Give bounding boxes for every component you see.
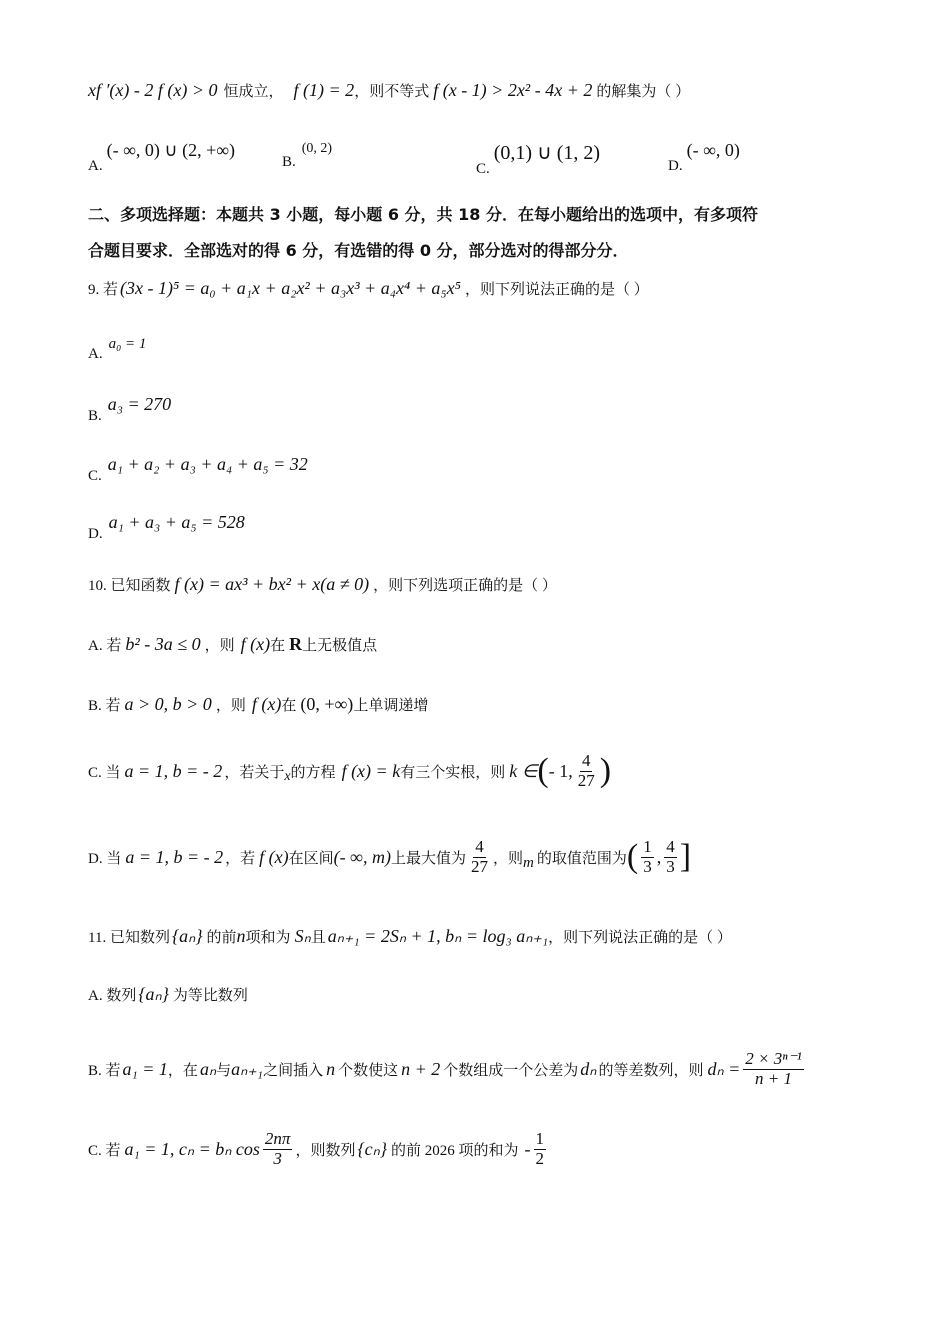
q10-option-d-comma: , bbox=[656, 846, 662, 867]
q11-option-b-d: dₙ bbox=[580, 1058, 597, 1079]
q10-option-c bbox=[88, 752, 611, 790]
q10-option-a-text-3: 上无极值点 bbox=[302, 638, 378, 654]
q10-option-d-label: D. 当 bbox=[88, 850, 122, 867]
q11-option-b-text-3: 之间插入 bbox=[263, 1062, 324, 1079]
q11-option-c-label: C. 若 bbox=[88, 1142, 121, 1159]
q8-math-3: f (x - 1) > 2x² - 4x + 2 bbox=[433, 80, 593, 100]
q9-option-c-label: C. bbox=[88, 468, 102, 484]
q11-option-b-text-5: 个数组成一个公差为 bbox=[443, 1062, 579, 1079]
q9-math: (3x - 1)⁵ = a₀ + a₁x + a₂x² + a₃x³ + a₄x⁴ + a₅x⁵ bbox=[120, 278, 461, 298]
q10-option-d-rbracket: ] bbox=[679, 838, 692, 876]
q10-option-c-text-2: 的方程 bbox=[290, 764, 336, 781]
q10-option-a-text-2: 在 bbox=[270, 638, 286, 654]
q11-option-c bbox=[88, 1130, 549, 1168]
q11-text-3: 且 bbox=[310, 930, 326, 946]
q11-option-c-cos-fraction bbox=[263, 1130, 293, 1168]
q8-option-a bbox=[88, 140, 236, 174]
q10-option-d-f: f (x) bbox=[259, 846, 289, 867]
q11-seq: {aₙ} bbox=[171, 926, 203, 946]
q10-option-b-f: f (x) bbox=[251, 694, 282, 714]
q11-n: n bbox=[236, 926, 246, 946]
q8-option-d-label: D. bbox=[668, 158, 683, 174]
q11-text-1: 的前 bbox=[206, 930, 237, 946]
q9-option-b bbox=[88, 394, 172, 424]
q8-option-c-value: (0,1) ∪ (1, 2) bbox=[493, 142, 601, 164]
q9-option-d-label: D. bbox=[88, 526, 103, 542]
q11-option-b-n2: n + 2 bbox=[401, 1058, 441, 1079]
q10-option-d-text-2: 在区间 bbox=[288, 850, 334, 867]
q10-option-c-eq: f (x) = k bbox=[341, 760, 401, 781]
q11-option-b-num: 2 × 3ⁿ⁻¹ bbox=[745, 1049, 802, 1068]
q10-option-a bbox=[88, 634, 377, 655]
q10-option-d-range-num-2: 4 bbox=[666, 837, 675, 856]
q10-option-d bbox=[88, 838, 691, 876]
q11-option-b-text-1: ，在 bbox=[167, 1062, 198, 1079]
q8-option-d bbox=[668, 140, 740, 174]
q10-option-c-lparen: ( bbox=[537, 752, 549, 790]
q9-option-c bbox=[88, 454, 308, 484]
q10-option-b bbox=[88, 694, 428, 715]
q10-option-d-max-num: 4 bbox=[475, 837, 484, 856]
q11-text-2: 项和为 bbox=[245, 930, 291, 946]
q11-option-b-an1: aₙ₊₁ bbox=[231, 1058, 264, 1079]
q10-option-c-text-1: ，若关于 bbox=[224, 764, 285, 781]
q10-option-b-label: B. 若 bbox=[88, 698, 121, 714]
q10-option-d-cond: a = 1, b = - 2 bbox=[125, 846, 224, 867]
q10-option-d-range-den-1: 3 bbox=[643, 856, 652, 876]
q9-option-b-label: B. bbox=[88, 408, 102, 424]
q11-option-a-text-1: 为等比数列 bbox=[172, 988, 248, 1004]
q11-relation: aₙ₊₁ = 2Sₙ + 1, bₙ = log₃ aₙ₊₁ bbox=[327, 926, 549, 946]
q11-option-c-seq: {cₙ} bbox=[357, 1138, 388, 1159]
q10-option-d-text-3: 上最大值为 bbox=[390, 850, 466, 867]
q10-option-d-max-den: 27 bbox=[471, 856, 488, 876]
q10-math: f (x) = ax³ + bx² + x(a ≠ 0) bbox=[174, 574, 370, 594]
q9-option-d-value: a₁ + a₃ + a₅ = 528 bbox=[108, 512, 245, 532]
q10-tail: ，则下列选项正确的是（ ） bbox=[373, 578, 557, 594]
q8-text-3: 的解集为（ ） bbox=[596, 84, 691, 100]
section-2-line-1: 二、多项选择题：本题共 3 小题，每小题 6 分，共 18 分．在每小题给出的选项中，有多项符 bbox=[88, 205, 758, 224]
q8-option-b-label: B. bbox=[282, 154, 296, 170]
q11-option-c-cond: a₁ = 1, cₙ = bₙ cos bbox=[124, 1138, 260, 1159]
section-2-line-2: 合题目要求．全部选对的得 6 分，有选错的得 0 分，部分选对的得部分分． bbox=[88, 241, 629, 260]
q8-text-2: ，则不等式 bbox=[354, 84, 430, 100]
q11-s: Sₙ bbox=[294, 926, 311, 946]
q8-option-c bbox=[476, 140, 601, 177]
q10-stem bbox=[88, 574, 557, 595]
q10-option-b-text-3: 上单调递增 bbox=[353, 698, 429, 714]
q11-option-b-den: n + 1 bbox=[754, 1068, 792, 1088]
q10-option-c-rparen: ) bbox=[599, 752, 612, 790]
q11-option-b-fraction bbox=[743, 1050, 803, 1088]
q11-option-c-seq-term: cₙ bbox=[364, 1138, 380, 1159]
q9-number: 9. 若 bbox=[88, 282, 119, 298]
q10-option-d-m: m bbox=[523, 854, 534, 871]
q8-math-1: xf ′(x) - 2 f (x) > 0 bbox=[88, 80, 218, 100]
q9-stem bbox=[88, 278, 649, 299]
q10-option-c-text-3: 有三个实根，则 bbox=[400, 764, 506, 781]
q10-option-d-text-4: ，则 bbox=[493, 850, 524, 867]
q10-option-c-left: - 1, bbox=[548, 760, 573, 781]
q9-option-d bbox=[88, 512, 245, 542]
q11-option-b-an: aₙ bbox=[199, 1058, 217, 1079]
q9-option-b-value: a₃ = 270 bbox=[107, 394, 172, 414]
q10-option-d-max-fraction bbox=[469, 838, 490, 876]
q10-option-c-label: C. 当 bbox=[88, 764, 121, 781]
q11-option-c-sum-num: 1 bbox=[535, 1129, 545, 1148]
q11-option-b bbox=[88, 1050, 807, 1088]
q10-option-c-fraction bbox=[576, 752, 597, 790]
q10-option-d-range-fraction-2 bbox=[664, 838, 677, 876]
q11-option-c-sum-fraction bbox=[534, 1130, 547, 1168]
q10-number: 10. 已知函数 bbox=[88, 578, 171, 594]
q9-option-a-label: A. bbox=[88, 346, 103, 362]
q8-stem bbox=[88, 80, 690, 101]
q10-option-d-range-den-2: 3 bbox=[666, 856, 675, 876]
q11-option-b-dn: dₙ = bbox=[707, 1058, 741, 1079]
q10-option-c-x: x bbox=[284, 769, 291, 785]
q10-option-b-text-1: ，则 bbox=[215, 698, 246, 714]
q9-option-a bbox=[88, 336, 147, 362]
q10-option-d-text-1: ，若 bbox=[225, 850, 256, 867]
q10-option-c-cond: a = 1, b = - 2 bbox=[124, 760, 223, 781]
q9-option-c-value: a₁ + a₂ + a₃ + a₄ + a₅ = 32 bbox=[107, 454, 308, 474]
q11-option-b-text-2: 与 bbox=[216, 1062, 232, 1079]
q10-option-d-range-num-1: 1 bbox=[643, 837, 652, 856]
q10-option-a-text-1: ，则 bbox=[204, 638, 235, 654]
q10-option-d-text-5: 的取值范围为 bbox=[536, 850, 627, 867]
q8-option-a-label: A. bbox=[88, 158, 103, 174]
q8-option-c-label: C. bbox=[476, 161, 490, 177]
q11-option-b-a1: a₁ = 1 bbox=[122, 1058, 168, 1079]
q10-option-a-cond: b² - 3a ≤ 0 bbox=[125, 634, 201, 654]
q11-option-c-neg: - bbox=[524, 1138, 531, 1159]
q10-option-a-r: R bbox=[289, 634, 303, 654]
q11-seq-term: aₙ bbox=[179, 926, 196, 946]
q8-option-a-value: (- ∞, 0) ∪ (2, +∞) bbox=[106, 140, 236, 160]
q10-option-d-interval: (- ∞, m) bbox=[333, 846, 391, 867]
q8-option-b bbox=[282, 140, 333, 170]
q11-option-c-text-2: 的前 2026 项的和为 bbox=[391, 1142, 519, 1159]
q10-option-d-lparen: ( bbox=[626, 838, 639, 876]
q11-option-c-sum-den: 2 bbox=[535, 1148, 545, 1168]
q10-option-a-label: A. 若 bbox=[88, 638, 122, 654]
q11-option-a bbox=[88, 984, 248, 1005]
q10-option-b-interval: (0, +∞) bbox=[300, 694, 354, 714]
q10-option-b-cond: a > 0, b > 0 bbox=[124, 694, 212, 714]
q11-option-b-n: n bbox=[326, 1058, 336, 1079]
q11-option-b-text-6: 的等差数列，则 bbox=[598, 1062, 704, 1079]
q11-option-c-text-1: ，则数列 bbox=[295, 1142, 356, 1159]
q11-option-c-cos-den: 3 bbox=[273, 1148, 282, 1168]
q10-option-a-f: f (x) bbox=[240, 634, 271, 654]
q11-number: 11. 已知数列 bbox=[88, 930, 170, 946]
q10-option-d-range-fraction-1 bbox=[641, 838, 654, 876]
q11-option-a-seq: {aₙ} bbox=[138, 984, 169, 1004]
q9-option-a-value: a₀ = 1 bbox=[108, 336, 147, 352]
q11-option-a-seq-term: aₙ bbox=[145, 984, 162, 1004]
q11-option-a-label: A. 数列 bbox=[88, 988, 137, 1004]
q11-stem bbox=[88, 926, 732, 947]
q11-tail: ，则下列说法正确的是（ ） bbox=[548, 930, 732, 946]
q8-math-2: f (1) = 2 bbox=[293, 80, 355, 100]
q11-option-b-text-4: 个数使这 bbox=[338, 1062, 399, 1079]
q10-option-c-k: k ∈ bbox=[509, 760, 538, 781]
q10-option-c-den: 27 bbox=[577, 770, 595, 790]
q8-text-1: 恒成立， bbox=[223, 84, 284, 100]
q11-option-b-label: B. 若 bbox=[88, 1062, 121, 1079]
q9-tail: ，则下列说法正确的是（ ） bbox=[464, 282, 649, 298]
q8-option-d-value: (- ∞, 0) bbox=[686, 140, 740, 160]
q10-option-b-text-2: 在 bbox=[281, 698, 297, 714]
q8-option-b-value: (0, 2) bbox=[301, 141, 333, 156]
q10-option-c-num: 4 bbox=[581, 751, 591, 770]
q11-option-c-cos-num: 2nπ bbox=[264, 1129, 291, 1148]
